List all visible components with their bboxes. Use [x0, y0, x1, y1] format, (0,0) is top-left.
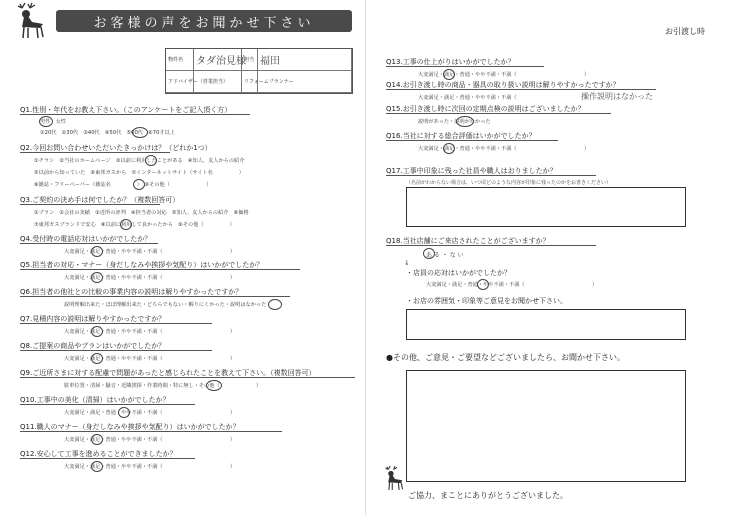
- info-label-property: 物件名: [166, 49, 194, 71]
- question-q5: Q5.担当者の対応・マナー（身だしなみや挨拶や気配り）はいかがでしたか？: [20, 261, 264, 269]
- answer-q6: 説明理解出来た・ほぼ理解出来た・どちらでもない・解りにくかった・説明はなかった: [64, 302, 267, 308]
- right-page: [366, 0, 731, 515]
- question-q3: Q3.ご契約の決め手は何でしたか？（複数回答可）: [20, 196, 180, 204]
- question-q16: Q16.当社に対する総合評価はいかがでしたか？: [386, 132, 536, 140]
- answer-q12: 大変満足・満足・普通・やや不満・不満（ ）: [64, 464, 236, 470]
- arrow-down-icon: ↓: [404, 259, 410, 267]
- question-q18: Q18.当社店舗にご来店されたことがございますか？: [386, 237, 550, 245]
- q17-answer-box[interactable]: [406, 187, 686, 227]
- answer-q11: 大変満足・満足・普通・やや不満・不満（ ）: [64, 437, 236, 443]
- sub-question-staff: ・店員の応対はいかがでしたか？: [406, 269, 511, 277]
- question-q17: Q17.工事中印象に残った社員や職人はおりましたか？: [386, 167, 557, 175]
- question-q11: Q11.職人のマナー（身だしなみや挨拶や気配り）はいかがでしたか？: [20, 423, 240, 431]
- other-comments-box[interactable]: [406, 370, 686, 482]
- deer-logo-icon: [10, 2, 54, 42]
- question-q10: Q10.工事中の美化（清掃）はいかがでしたか？: [20, 396, 170, 404]
- info-value-staff: 福田: [258, 49, 352, 71]
- question-q1: Q1.性別・年代をお教え下さい。（このアンケートをご記入頂く方）: [20, 106, 232, 114]
- thanks-message: ご協力、まことにありがとうございました。: [408, 491, 568, 500]
- answer-q2-line3: ⑧雑誌・フリーペーパー（雑誌名 ） ⑨その他（ ）: [34, 182, 212, 188]
- handwritten-q14-note: 操作説明はなかった: [581, 92, 653, 101]
- info-value-advisor: [194, 71, 242, 93]
- answer-q16: 大変満足・満足・普通・やや不満・不満（ ）: [418, 146, 590, 152]
- question-q14: Q14.お引き渡し時の商品・器具の取り扱い説明は解りやすかったですか？: [386, 81, 620, 89]
- answer-q14: 大変満足・満足・普通・やや不満・不満（ ）: [418, 95, 590, 101]
- answer-q10: 大変満足・満足・普通・やや不満・不満（ ）: [64, 410, 236, 416]
- answer-q13: 大変満足・満足・普通・やや不満・不満（ ）: [418, 72, 590, 78]
- question-q9: Q9.ご近所さまに対する配慮で問題があったと感じられたことを教えて下さい。（複数回答可）: [20, 369, 316, 377]
- answer-sub-staff: 大変満足・満足・普通・やや不満・不満（ ）: [426, 282, 598, 288]
- atmosphere-answer-box[interactable]: [406, 309, 686, 340]
- question-q13: Q13.工事の仕上がりはいかがでしたか？: [386, 58, 515, 66]
- info-label-staff: 担当: [242, 49, 258, 71]
- answer-q4: 大変満足・満足・普通・やや不満・不満（ ）: [64, 249, 236, 255]
- title-bar: [56, 10, 352, 32]
- answer-q1-age: ①20代 ②30代 ③40代 ④50代 ⑤60代 ⑥70才以上: [40, 130, 175, 136]
- answer-q1-gender: 男性 女性: [40, 119, 66, 125]
- question-q6: Q6.担当者の他社との比較の事業内容の説明は解りやすかったですか？: [20, 288, 243, 296]
- other-comments-label: ●その他、ご意見・ご要望などございましたら、お聞かせ下さい。: [386, 353, 625, 362]
- answer-q9: 駐車位置・清掃・騒音・近隣挨拶・作業時間・特に無し・その他（ ）: [64, 383, 262, 389]
- question-q15: Q15.お引き渡し時に次回の定期点検の説明はございましたか？: [386, 105, 585, 113]
- info-value-property: タダ治見様: [194, 49, 242, 71]
- answer-q8: 大変満足・満足・普通・やや不満・不満（ ）: [64, 356, 236, 362]
- answer-q15: 説明があった・説明がなかった: [418, 119, 491, 125]
- answer-q17-note: （名前がわからない場合は、いつ頃どのような内容が印象に残ったのかをお書きください）: [406, 180, 612, 186]
- property-info-table: [165, 48, 353, 94]
- answer-q18: あ る ・ な い: [426, 252, 464, 259]
- question-q12: Q12.安心して工事を進めることができましたか？: [20, 450, 177, 458]
- info-label-advisor: アドバイザー（営業担当）: [166, 71, 194, 93]
- answer-q2-line2: ⑤以前から知っていた ⑥東邦ガスから ⑦インターネットサイト（サイト名 ）: [34, 170, 244, 176]
- handover-tag: お引渡し時: [665, 27, 705, 36]
- question-q4: Q4.受付時の電話応対はいかがでしたか？: [20, 235, 152, 243]
- sub-question-atmosphere: ・お店の雰囲気・印象等ご意見をお聞かせ下さい。: [406, 297, 567, 305]
- info-value-planner: [258, 71, 352, 93]
- answer-q7: 大変満足・満足・普通・やや不満・不満（ ）: [64, 329, 236, 335]
- question-q2: Q2.今回お問い合わせいただいたきっかけは？（どれか1つ）: [20, 144, 212, 152]
- answer-q2-line1: ①チラシ ②当社のホームページ ③以前に利用したことがある ④知人、友人からの紹介: [34, 158, 245, 164]
- answer-q3-line1: ①プラン ②会社の実績 ③近所の評判 ④担当者の対応 ⑤知人、友人からの紹介 ⑥価格: [34, 210, 249, 216]
- page-title: お客様の声をお聞かせ下さい: [93, 15, 315, 31]
- info-label-planner: リフォームプランナー: [242, 71, 258, 93]
- left-page: [0, 0, 365, 515]
- question-q8: Q8.ご提案の商品やプランはいかがでしたか？: [20, 342, 166, 350]
- question-q7: Q7.見積内容の説明は解りやすかったですか？: [20, 315, 166, 323]
- deer-footer-icon: [380, 464, 410, 494]
- answer-q5: 大変満足・満足・普通・やや不満・不満（ ）: [64, 275, 236, 281]
- answer-q3-line2: ⑦東邦ガスブランドで安心 ⑧以前に利用して良かったから ⑨その他（ ）: [34, 222, 235, 228]
